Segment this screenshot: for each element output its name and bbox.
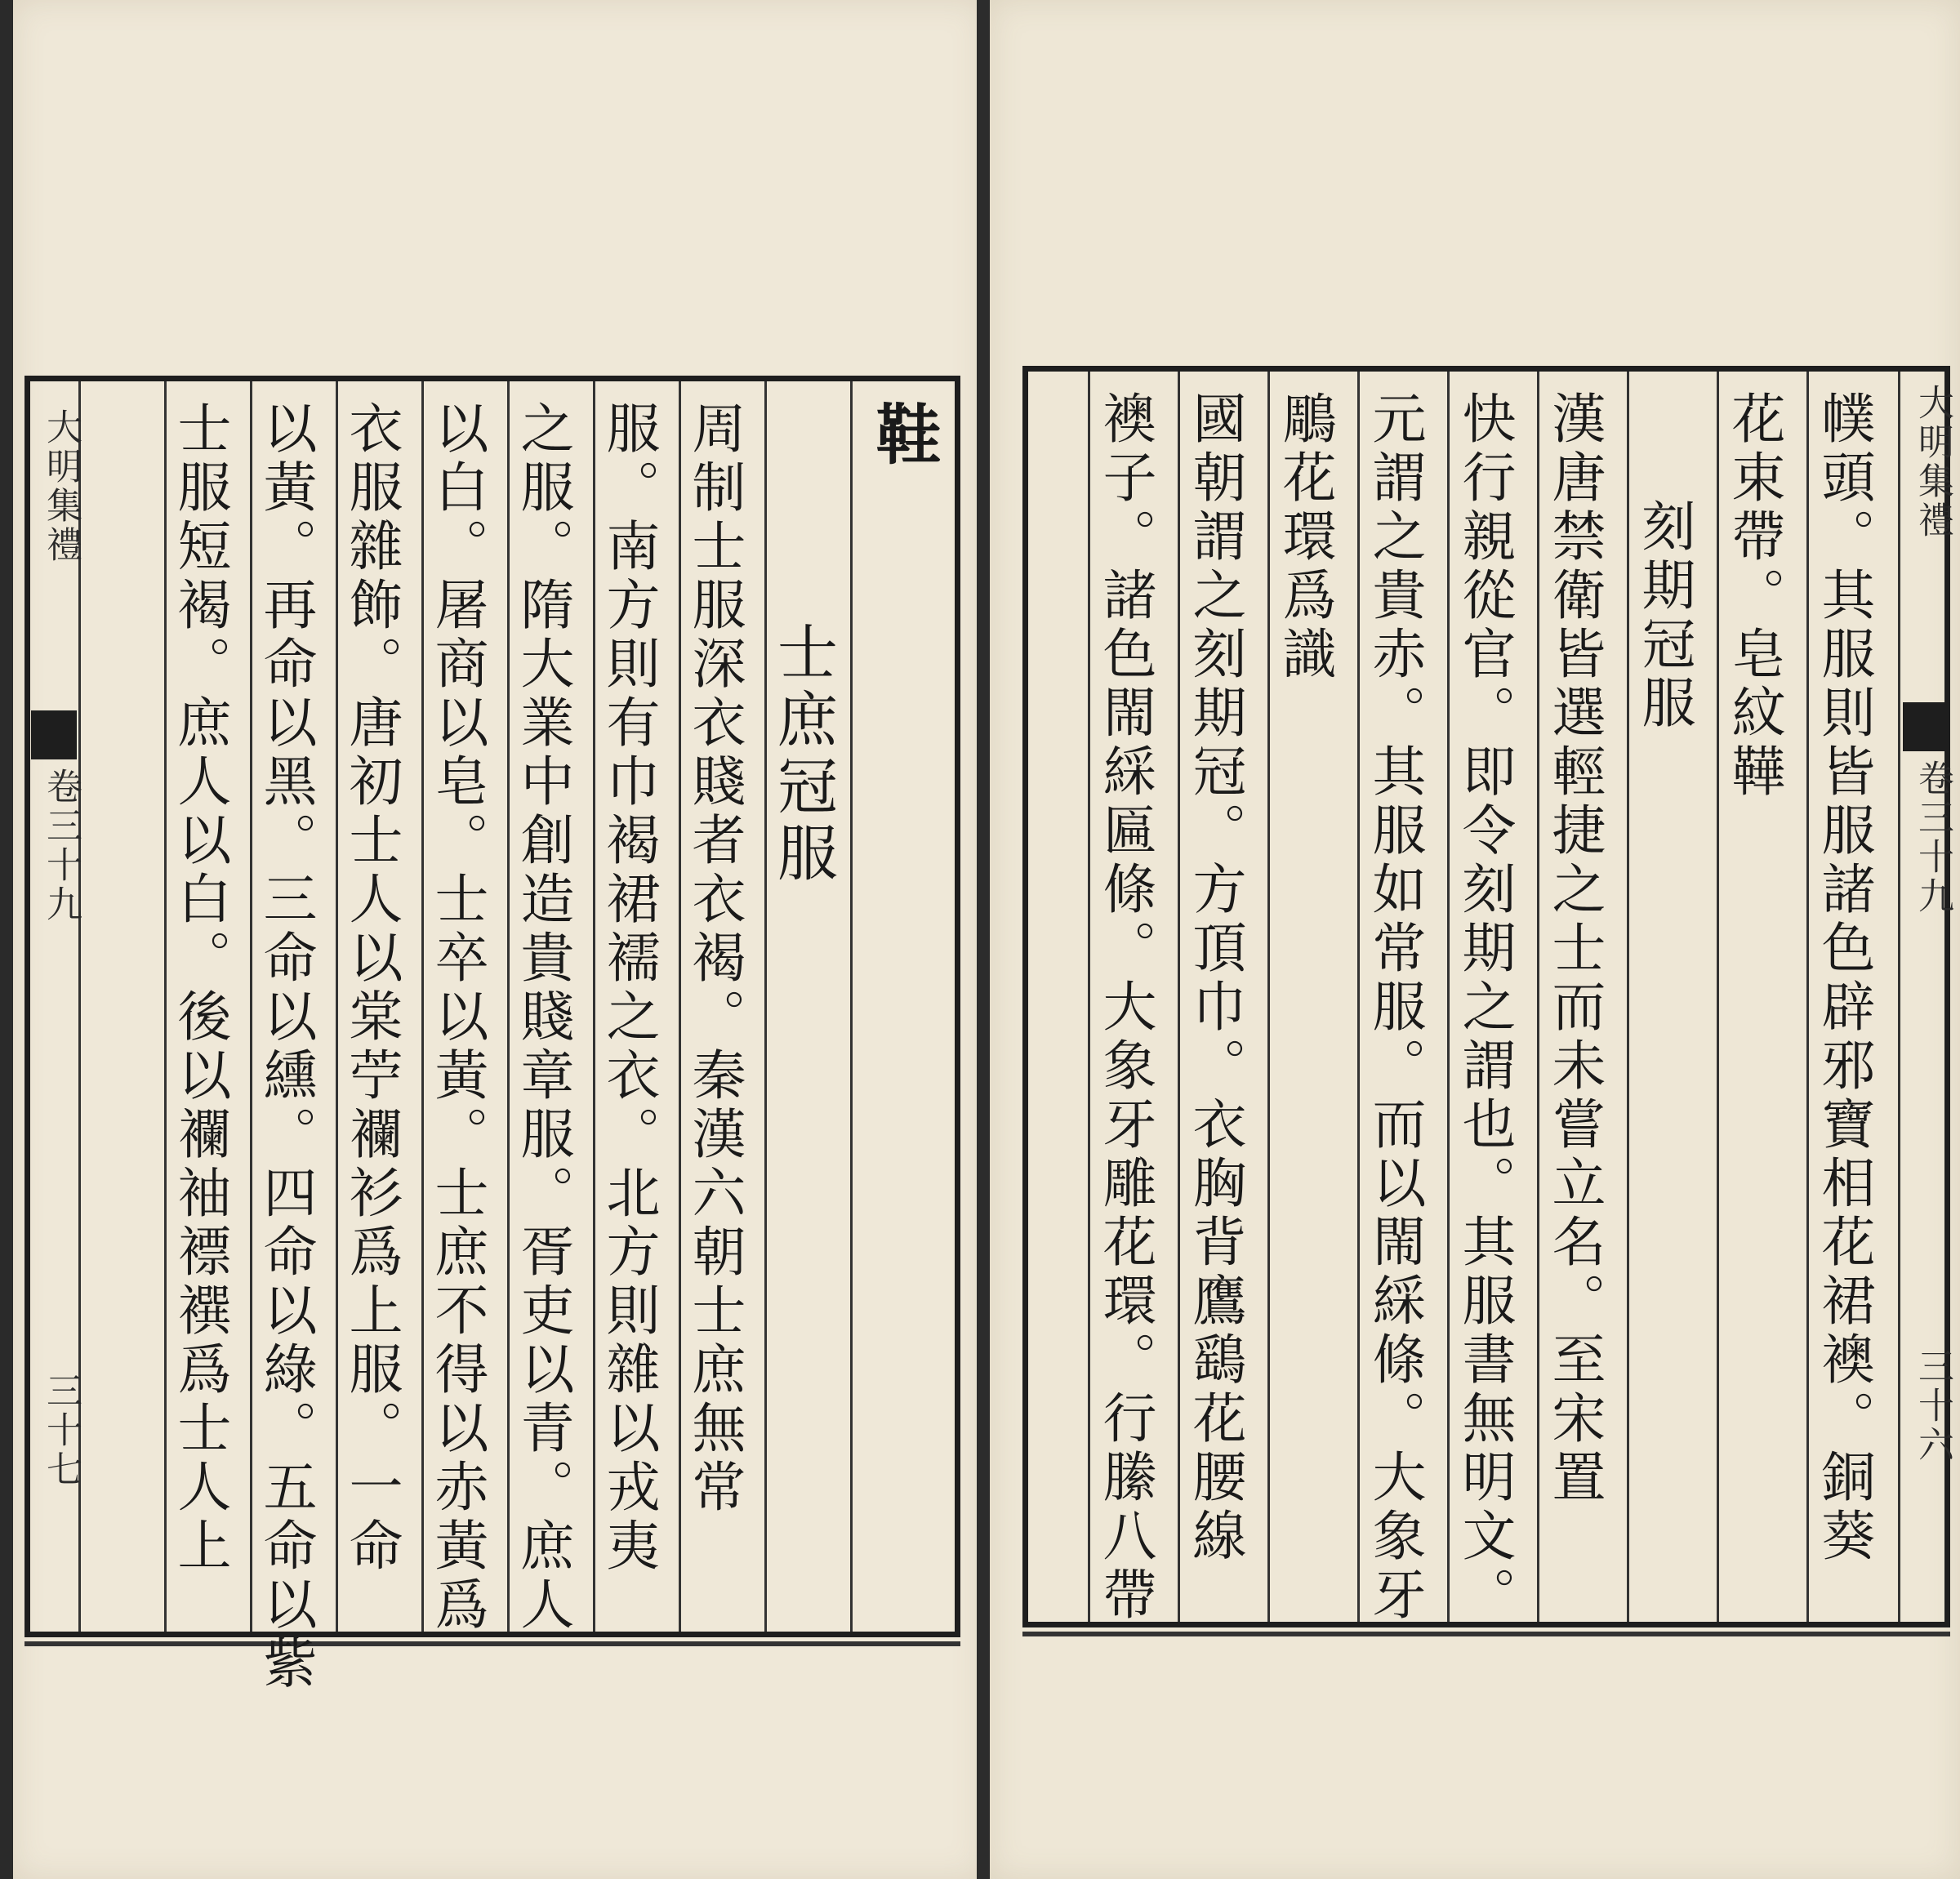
left-margin-volume: 卷三十九 <box>40 768 82 924</box>
column-rule <box>1627 372 1629 1622</box>
left-margin-title: 大明集禮 <box>40 408 82 565</box>
text-column-2: 花束帶。皂紋鞾 <box>1722 390 1785 802</box>
column-rule <box>1537 372 1539 1622</box>
right-fish-tail <box>1903 702 1949 751</box>
text-column-3: 刻期冠服 <box>1633 498 1695 733</box>
text-column-4: 漢唐禁衛皆選輕捷之士而未嘗立名。至宋置 <box>1543 390 1606 1507</box>
column-rule <box>1447 372 1450 1622</box>
right-margin-page: 三十六 <box>1912 1347 1953 1465</box>
text-column-5: 之服。隋大業中創造貴賤章服。胥吏以青。庶人 <box>511 400 574 1635</box>
text-column-3: 周制士服深衣賤者衣褐。秦漢六朝士庶無常 <box>683 400 746 1517</box>
column-rule <box>421 381 424 1632</box>
column-rule <box>164 381 167 1632</box>
text-column-8: 國朝謂之刻期冠。方頂巾。衣胸背鷹鷂花腰線 <box>1183 390 1246 1566</box>
column-rule <box>507 381 510 1632</box>
column-rule <box>1178 372 1180 1622</box>
text-column-8: 以黃。再命以黑。三命以纁。四命以綠。五命以紫 <box>254 400 317 1694</box>
column-rule <box>1717 372 1719 1622</box>
column-rule <box>1267 372 1270 1622</box>
column-rule <box>593 381 595 1632</box>
right-page <box>990 0 1960 1879</box>
left-margin-page: 三十七 <box>40 1372 82 1489</box>
right-margin-divider <box>1898 372 1900 1622</box>
text-column-7: 衣服雜飾。唐初士人以棠苧襴衫爲上服。一命 <box>340 400 403 1576</box>
text-column-5: 快行親從官。即令刻期之謂也。其服書無明文。 <box>1453 390 1516 1625</box>
text-column-9: 士服短褐。庶人以白。後以襴袖褾襈爲士人上 <box>168 400 231 1576</box>
text-column-1: 幞頭。其服則皆服諸色辟邪寶相花裙襖。銅葵 <box>1812 390 1875 1566</box>
column-rule <box>336 381 338 1632</box>
column-rule <box>1806 372 1809 1622</box>
column-rule <box>1357 372 1360 1622</box>
text-column-9: 襖子。諸色閙綵匾條。大象牙雕花環。行縢八帶 <box>1094 390 1156 1625</box>
column-rule <box>764 381 767 1632</box>
column-rule <box>679 381 681 1632</box>
text-column-7: 鵰花環爲識 <box>1273 390 1336 684</box>
text-column-4: 服。南方則有巾褐裙襦之衣。北方則雜以戎夷 <box>597 400 660 1576</box>
text-column-6: 元謂之貴赤。其服如常服。而以閙綵條。大象牙 <box>1363 390 1426 1625</box>
text-column-6: 以白。屠商以皂。士卒以黃。士庶不得以赤黃爲 <box>425 400 488 1635</box>
text-column-2: 士庶冠服 <box>768 621 838 888</box>
left-bottom-rule <box>24 1641 960 1646</box>
column-rule <box>250 381 252 1632</box>
right-margin-volume: 卷三十九 <box>1912 759 1953 916</box>
right-bottom-rule <box>1022 1632 1950 1636</box>
left-page <box>13 0 983 1879</box>
text-column-1: 鞋 <box>865 400 942 472</box>
column-rule <box>1088 372 1090 1622</box>
right-margin-title: 大明集禮 <box>1912 384 1953 541</box>
column-rule <box>850 381 853 1632</box>
left-fish-tail <box>31 710 77 759</box>
